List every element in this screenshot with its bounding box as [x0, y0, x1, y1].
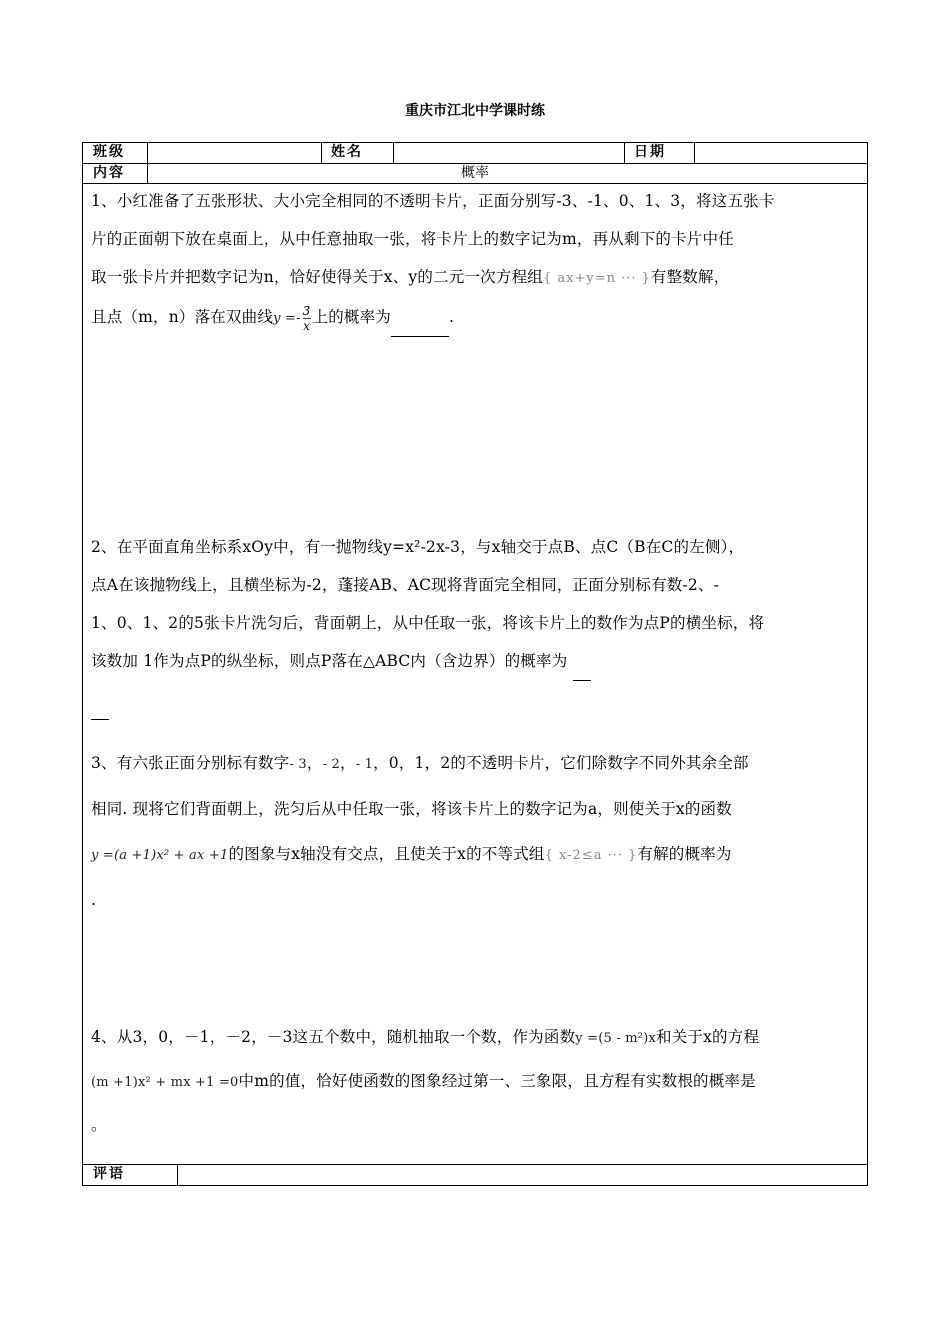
q1-line4-text: 且点（m，n）落在双曲线: [91, 308, 274, 326]
q4-line1-end: 和关于x的方程: [656, 1028, 760, 1046]
name-field[interactable]: [393, 143, 624, 163]
q4-line3: 。: [91, 1116, 107, 1134]
q2-line2: 点A在该抛物线上，且横坐标为-2，蓬接AB、AC现将背面完全相同，正面分别标有数-2、-: [91, 576, 720, 594]
question-3: [91, 741, 863, 923]
class-field[interactable]: [147, 143, 321, 163]
q1-line2: 片的正面朝下放在桌面上，从中任意抽取一张，将卡片上的数字记为m，再从剩下的卡片中任: [91, 230, 734, 248]
q4-line2: [91, 1060, 863, 1104]
inequality-system-icon: { x-2≤a ··· }: [544, 848, 638, 863]
class-label: 班级: [93, 144, 125, 160]
q1-line4-end: .: [449, 308, 455, 326]
quadratic-equation: (m +1)x² + mx +1 =0: [91, 1075, 239, 1090]
q3-line3: [91, 832, 863, 878]
content-label: 内容: [93, 165, 125, 181]
answer-blank-2-cont[interactable]: [91, 681, 109, 720]
value-neg2: - 2: [322, 757, 340, 772]
q2-line4-text: 该数加 1作为点P的纵坐标，则点P落在△ABC内（含边界）的概率为: [91, 652, 568, 670]
q3-line1-end: ，0，1，2的不透明卡片，它们除数字不同外其余全部: [373, 754, 749, 772]
value-neg3: - 3: [289, 757, 307, 772]
content-row: [83, 164, 867, 184]
value-neg1: - 1: [355, 757, 374, 772]
q2-line4: [91, 642, 863, 681]
q1-line3-end: 有整数解，: [650, 268, 730, 286]
topic-title: 概率: [461, 165, 489, 181]
answer-blank-1[interactable]: [391, 298, 449, 337]
q3-line3-text: 的图象与x轴没有交点，且使关于x的不等式组: [228, 845, 545, 863]
comment-row: [83, 1165, 867, 1186]
q2-line5: [91, 681, 863, 720]
q3-line1: 3、有六张正面分别标有数字- 3，- 2，- 1，0，1，2的不透明卡片，它们除数字不同外其余全部: [91, 754, 749, 772]
fraction-numerator: 3: [302, 303, 311, 318]
quadratic-function: y =(a +1)x² + ax +1: [91, 848, 229, 863]
q4-line1: [91, 1016, 863, 1060]
fraction-denominator: x: [303, 318, 311, 333]
q1-line1: 1、小红准备了五张形状、大小完全相同的不透明卡片，正面分别写-3、-1、0、1、3，将这五张卡: [91, 192, 775, 210]
q4-line1-text: 4、从3，0，－1，－2，－3这五个数中，随机抽取一个数，作为函数: [91, 1028, 576, 1046]
question-2: [91, 528, 863, 720]
q1-line3-text: 取一张卡片并把数字记为n，恰好使得关于x、y的二元一次方程组: [91, 268, 543, 286]
q3-line4: .: [91, 891, 97, 909]
question-4: [91, 1016, 863, 1147]
q2-line1: 2、在平面直角坐标系xOy中，有一抛物线y=x²-2x-3，与x轴交于点B、点C（B在C的左侧），: [91, 538, 745, 556]
comment-field[interactable]: [177, 1165, 868, 1186]
q4-line2-text: 中m的值，恰好使函数的图象经过第一、三象限，且方程有实数根的概率是: [238, 1072, 756, 1090]
info-row: [83, 143, 867, 164]
q1-line4: [91, 298, 863, 338]
q3-line3-end: 有解的概率为: [637, 845, 732, 863]
date-label: 日期: [634, 144, 666, 160]
q1-line3: [91, 258, 863, 298]
q3-line2: 相同. 现将它们背面朝上，洗匀后从中任取一张，将该卡片上的数字记为a，则使关于x的函数: [91, 800, 732, 818]
linear-function: y =(5 - m²)x: [575, 1031, 656, 1046]
comment-label: 评语: [93, 1166, 125, 1182]
answer-blank-2[interactable]: [573, 642, 591, 681]
hyperbola-lhs: y =-: [273, 311, 301, 326]
date-field[interactable]: [694, 143, 868, 163]
q3-line1-text: 3、有六张正面分别标有数字: [91, 754, 290, 772]
q1-line4-mid: 上的概率为: [312, 308, 392, 326]
q2-line3: 1、0、1、2的5张卡片洗匀后，背面朝上，从中任取一张，将该卡片上的数作为点P的横坐标，将: [91, 614, 765, 632]
hyperbola-fraction: [303, 304, 311, 333]
worksheet-table: [82, 142, 868, 1186]
equation-system-icon: { ax+y=n ··· }: [542, 271, 651, 286]
question-1: [91, 182, 863, 338]
name-label: 姓名: [331, 144, 363, 160]
questions-area: [83, 184, 867, 1165]
page-title: 重庆市江北中学课时练: [405, 103, 545, 119]
